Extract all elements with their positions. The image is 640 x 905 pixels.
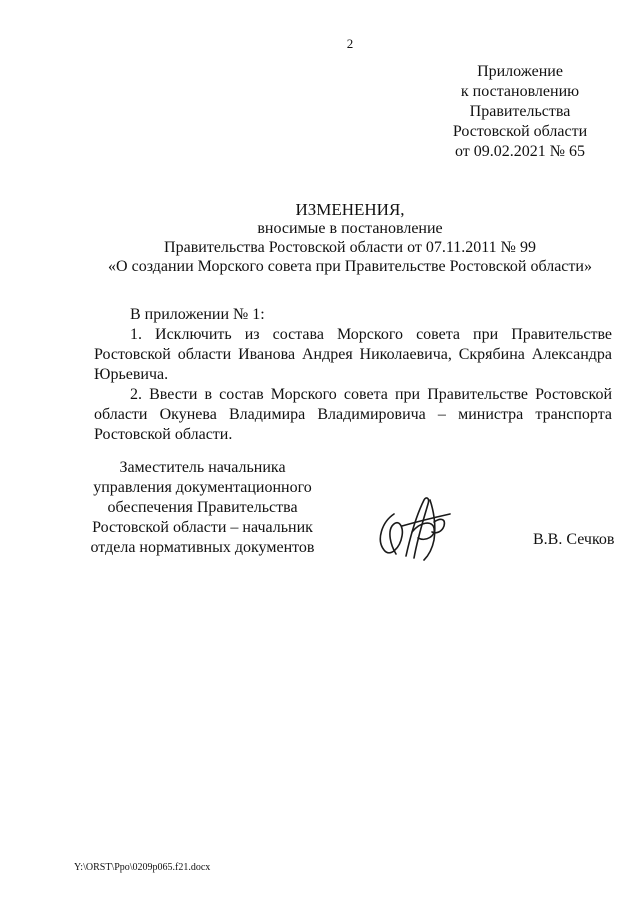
document-title: ИЗМЕНЕНИЯ, xyxy=(295,200,405,219)
appendix-line: к постановлению xyxy=(460,83,580,100)
signer-position-line: Заместитель начальника xyxy=(119,459,286,476)
signer-position xyxy=(80,458,325,558)
body-paragraph: В приложении № 1: xyxy=(130,306,265,323)
file-path: Y:\ORST\Ppo\0209p065.f21.docx xyxy=(74,862,211,873)
document-subtitle-line: «О создании Морского совета при Правительстве Ростовской области» xyxy=(108,258,592,275)
signer-position-line: Ростовской области – начальник xyxy=(92,519,313,536)
appendix-line: Ростовской области xyxy=(452,123,588,140)
page-number: 2 xyxy=(346,36,354,51)
signer-position-line: управления документационного xyxy=(93,479,312,496)
document-title-block xyxy=(0,200,640,276)
appendix-line: Приложение xyxy=(477,63,563,80)
document-subtitle-line: вносимые в постановление xyxy=(257,220,443,237)
document-body xyxy=(94,305,612,445)
body-paragraph: 2. Ввести в состав Морского совета при Правительстве Ростовской области Окунева Владимира Владимировича – министра транспорта Ростовской области. xyxy=(94,386,612,443)
signer-position-line: обеспечения Правительства xyxy=(107,499,298,516)
handwritten-signature xyxy=(372,492,456,564)
signer-name: В.В. Сечков xyxy=(533,531,615,548)
document-subtitle-line: Правительства Ростовской области от 07.11.2011 № 99 xyxy=(164,239,536,256)
body-paragraph: 1. Исключить из состава Морского совета при Правительстве Ростовской области Иванова Андрея Николаевича, Скрябина Александра Юрьевича. xyxy=(94,326,612,383)
appendix-header xyxy=(440,62,600,162)
appendix-line: от 09.02.2021 № 65 xyxy=(454,143,586,160)
signer-position-line: отдела нормативных документов xyxy=(90,539,315,556)
appendix-line: Правительства xyxy=(469,103,571,120)
